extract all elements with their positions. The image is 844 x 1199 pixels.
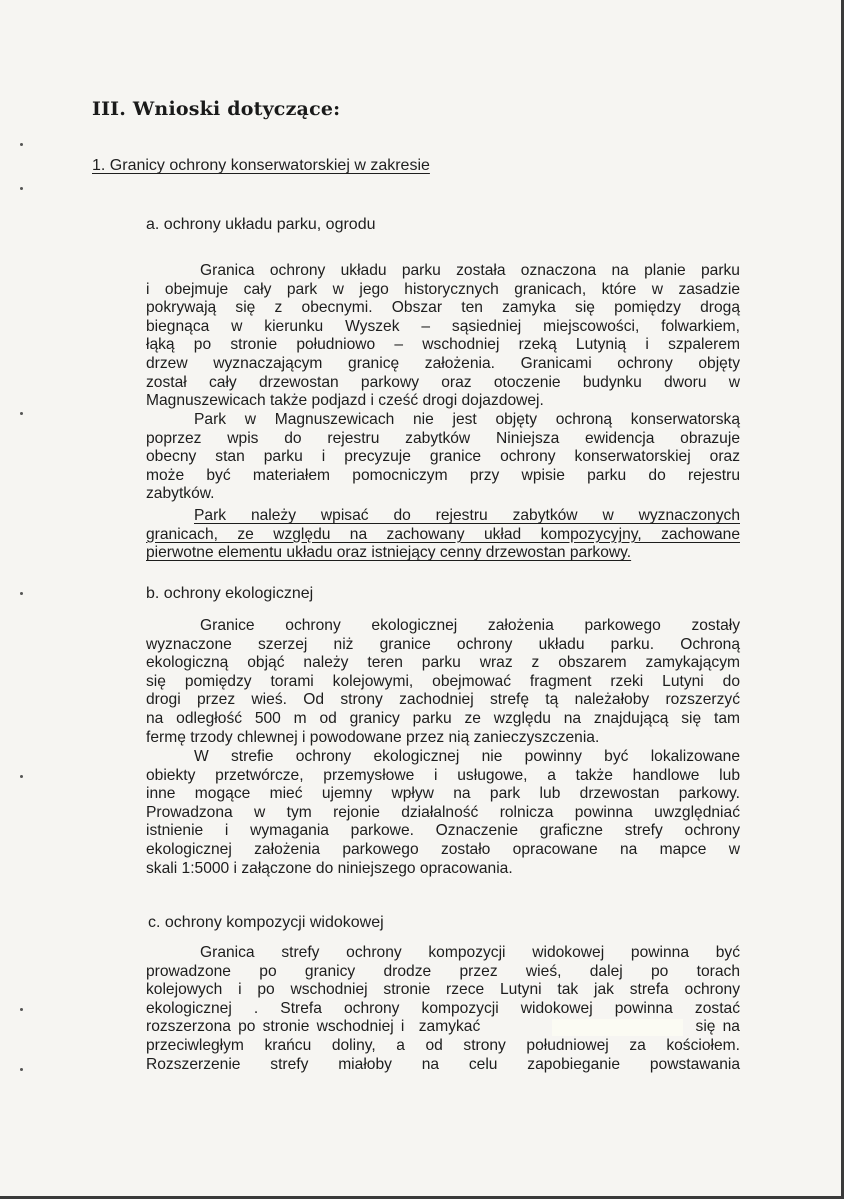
text-line: prowadzone po granicy drodze przez wieś, dalej po torach bbox=[146, 962, 740, 980]
scan-dot bbox=[20, 143, 23, 146]
text-line: drogi przez wieś. Od strony zachodniej strefę tą należałoby rozszerzyć bbox=[146, 691, 740, 709]
text-line: obiekty przetwórcze, przemysłowe i usługowe, a także handlowe lub bbox=[146, 766, 740, 784]
text-line: ekologiczną objąć należy teren parku wraz z obszarem zamykającym bbox=[146, 654, 740, 672]
text-line: biegnąca w kierunku Wyszek – sąsiedniej miejscowości, folwarkiem, bbox=[146, 317, 740, 335]
text-line: Granica ochrony układu parku została oznaczona na planie parku bbox=[200, 262, 740, 279]
text-line: fermę trzody chlewnej i powodowane przez nią zanieczyszczenia. bbox=[146, 728, 600, 746]
text-line: łąką po stronie południowo – wschodniej rzeką Lutynią i szpalerem bbox=[146, 336, 740, 354]
text-line: Prowadzona w tym rejonie działalność rolnicza powinna uwzględniać bbox=[146, 803, 740, 821]
text-line: pokrywają się z obecnymi. Obszar ten zamyka się pomiędzy drogą bbox=[146, 299, 740, 317]
text-line: zabytków. bbox=[146, 485, 215, 503]
text-line: Granica strefy ochrony kompozycji widokowej powinna być bbox=[200, 944, 740, 961]
text-line: kolejowych i po wschodniej stronie rzece Lutyni tak jak strefa ochrony bbox=[146, 981, 740, 999]
scan-dot bbox=[20, 412, 23, 415]
scan-dot bbox=[20, 1068, 23, 1071]
text-line: Rozszerzenie strefy miałoby na celu zapobieganie powstawania bbox=[146, 1055, 740, 1073]
text-line: inne mogące mieć ujemny wpływ na park lub drzewostan parkowy. bbox=[146, 785, 740, 803]
paragraph-b1 bbox=[146, 617, 740, 747]
text-line: Park w Magnuszewicach nie jest objęty ochroną konserwatorską bbox=[194, 411, 740, 428]
paragraph-a3-underlined bbox=[146, 507, 740, 563]
text-line: poprzez wpis do rejestru zabytków Niniejsza ewidencja obrazuje bbox=[146, 429, 740, 447]
subsection-b-title: b. ochrony ekologicznej bbox=[146, 585, 314, 602]
text-line: ekologicznej założenia parkowego zostało opracowane na mapce w bbox=[146, 840, 740, 858]
section-1-title: 1. Granicy ochrony konserwatorskiej w zakresie bbox=[92, 157, 430, 174]
subsection-c-title: c. ochrony kompozycji widokowej bbox=[148, 914, 384, 931]
text-line: pierwotne elementu układu oraz istniejący cenny drzewostan parkowy. bbox=[146, 544, 632, 562]
scan-dot bbox=[20, 592, 23, 595]
text-line: Park należy wpisać do rejestru zabytków w wyznaczonych bbox=[194, 507, 740, 524]
text-line: ekologicznej . Strefa ochrony kompozycji widokowej powinna zostać bbox=[146, 999, 740, 1017]
paragraph-c1 bbox=[146, 944, 740, 1074]
scan-dot bbox=[20, 775, 23, 778]
text-line: Magnuszewicach także podjazd i cześć drogi dojazdowej. bbox=[146, 392, 544, 410]
text-line: skali 1:5000 i załączone do niniejszego opracowania. bbox=[146, 859, 513, 877]
paragraph-a2 bbox=[146, 411, 740, 504]
text-line: został cały drzewostan parkowy oraz otoczenie budynku dworu w bbox=[146, 373, 740, 391]
text-line: się pomiędzy torami kolejowymi, obejmować fragment rzeki Lutyni do bbox=[146, 672, 740, 690]
text-line: istnienie i wymagania parkowe. Oznaczenie graficzne strefy ochrony bbox=[146, 822, 740, 840]
text-line: na odległość 500 m od granicy parku ze względu na znajdującą się tam bbox=[146, 709, 740, 727]
text-line: drzew wyznaczającym granicę założenia. Granicami ochrony objęty bbox=[146, 354, 740, 372]
text-line: W strefie ochrony ekologicznej nie powinny być lokalizowane bbox=[194, 748, 740, 765]
subsection-a-title: a. ochrony układu parku, ogrodu bbox=[146, 216, 376, 233]
text-line: obecny stan parku i precyzuje granice ochrony konserwatorskiej oraz bbox=[146, 448, 740, 466]
paragraph-a1 bbox=[146, 262, 740, 411]
text-line: Granice ochrony ekologicznej założenia parkowego zostały bbox=[200, 617, 740, 634]
text-line: i obejmuje cały park w jego historycznych granicach, które w zasadzie bbox=[146, 280, 740, 298]
scan-dot bbox=[20, 1008, 23, 1011]
text-line: wyznaczone szerzej niż granice ochrony układu parku. Ochroną bbox=[146, 635, 740, 653]
text-line: przeciwległym krańcu doliny, a od strony południowej za kościołem. bbox=[146, 1036, 740, 1054]
text-line: może być materiałem pomocniczym przy wpisie parku do rejestru bbox=[146, 466, 740, 484]
paragraph-b2 bbox=[146, 748, 740, 878]
text-line: rozszerzona po stronie wschodniej i zamykać się na bbox=[146, 1018, 740, 1036]
section-heading: III. Wnioski dotyczące: bbox=[92, 98, 341, 120]
scan-dot bbox=[20, 187, 23, 190]
text-line: granicach, ze względu na zachowany układ kompozycyjny, zachowane bbox=[146, 525, 740, 543]
